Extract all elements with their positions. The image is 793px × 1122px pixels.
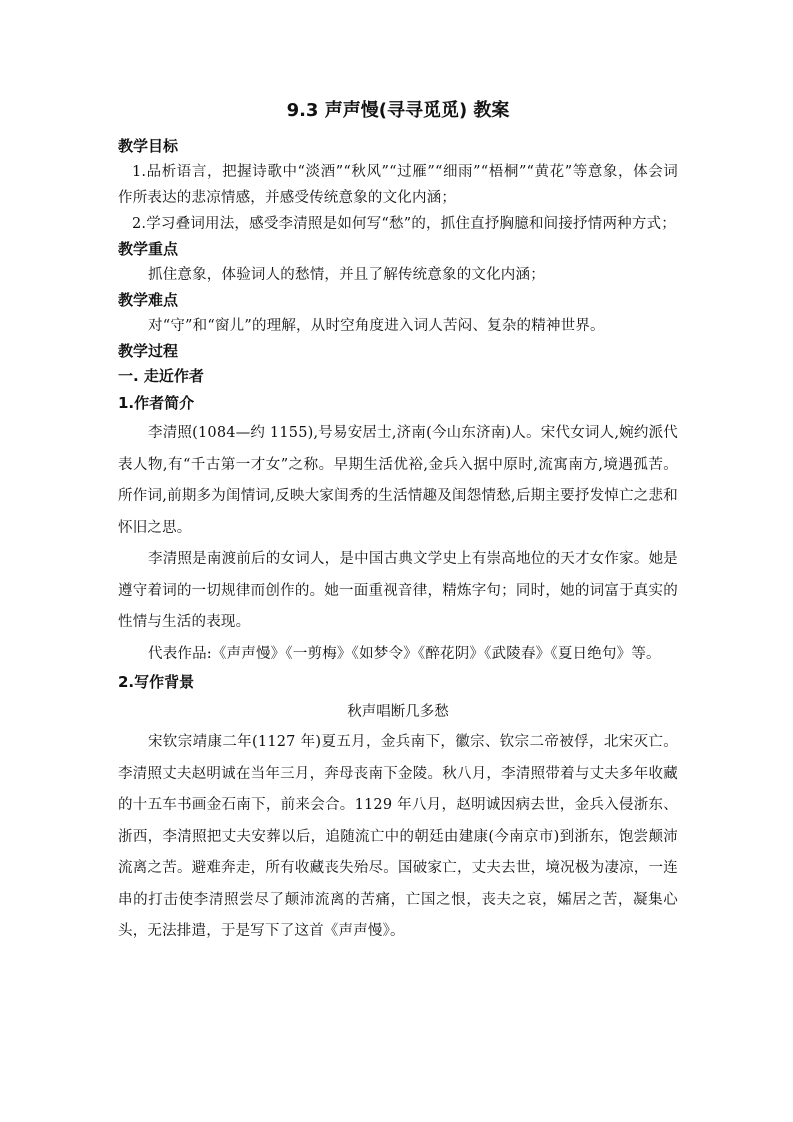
- background-title: 秋声唱断几多愁: [347, 704, 449, 720]
- section-1-heading: 一. 走近作者: [118, 367, 204, 385]
- process-heading: 教学过程: [118, 342, 179, 360]
- author-intro-heading: 1.作者简介: [118, 394, 195, 412]
- author-bio-paragraph-2: 李清照是南渡前后的女词人，是中国古典文学史上有崇高地位的天才女作家。她是遵守着词的一切规律而创作的。她一面重视音律，精炼字句；同时，她的词富于真实的性情与生活的表现。: [118, 551, 678, 630]
- goals-heading: 教学目标: [118, 137, 179, 155]
- difficulties-text: 对“守”和“窗儿”的理解，从时空角度进入词人苦闷、复杂的精神世界。: [148, 318, 605, 334]
- difficulties-heading: 教学难点: [118, 291, 179, 309]
- key-points-text: 抓住意象，体验词人的愁情，并且了解传统意象的文化内涵；: [148, 267, 545, 283]
- goal-item-2: 2.学习叠词用法，感受李清照是如何写“愁”的，抓住直抒胸臆和间接抒情两种方式；: [132, 216, 676, 232]
- background-paragraph: 宋钦宗靖康二年(1127 年)夏五月，金兵南下，徽宗、钦宗二帝被俘，北宋灭亡。李清照丈夫赵明诚在当年三月，奔母丧南下金陵。秋八月，李清照带着与丈夫多年收藏的十五车书画金石南下，前来会合。1129 年八月，赵明诚因病去世，金兵入侵浙东、浙西，李清照把丈夫安葬以后，追随流亡中的朝廷由建康(今南京市)到浙东，饱尝颠沛流离之苦。避难奔走，所有收藏丧失殆尽。国破家亡，丈夫去世，境况极为凄凉，一连串的打击使李清照尝尽了颠沛流离的苦痛，亡国之恨，丧夫之哀，孀居之苦，凝集心头，无法排遣，于是写下了这首《声声慢》。: [118, 734, 678, 939]
- background-heading: 2.写作背景: [118, 673, 195, 691]
- goal-item-1: 1.品析语言，把握诗歌中“淡酒”“秋风”“过雁”“细雨”“梧桐”“黄花”等意象，体会词作所表达的悲凉情感，并感受传统意象的文化内涵；: [118, 164, 678, 206]
- author-bio-paragraph-1: 李清照(1084—约 1155),号易安居士,济南(今山东济南)人。宋代女词人,婉约派代表人物,有“千古第一才女”之称。早期生活优裕,金兵入据中原时,流寓南方,境遇孤苦。所作词,前期多为闺情词,反映大家闺秀的生活情趣及闺怨情愁,后期主要抒发悼亡之悲和怀旧之思。: [118, 425, 678, 536]
- key-points-heading: 教学重点: [118, 240, 179, 258]
- document-content: [118, 96, 678, 948]
- document-title: 9.3 声声慢(寻寻觅觅) 教案: [286, 100, 510, 121]
- representative-works: 代表作品:《声声慢》《一剪梅》《如梦令》《醉花阴》《武陵春》《夏日绝句》等。: [148, 645, 661, 662]
